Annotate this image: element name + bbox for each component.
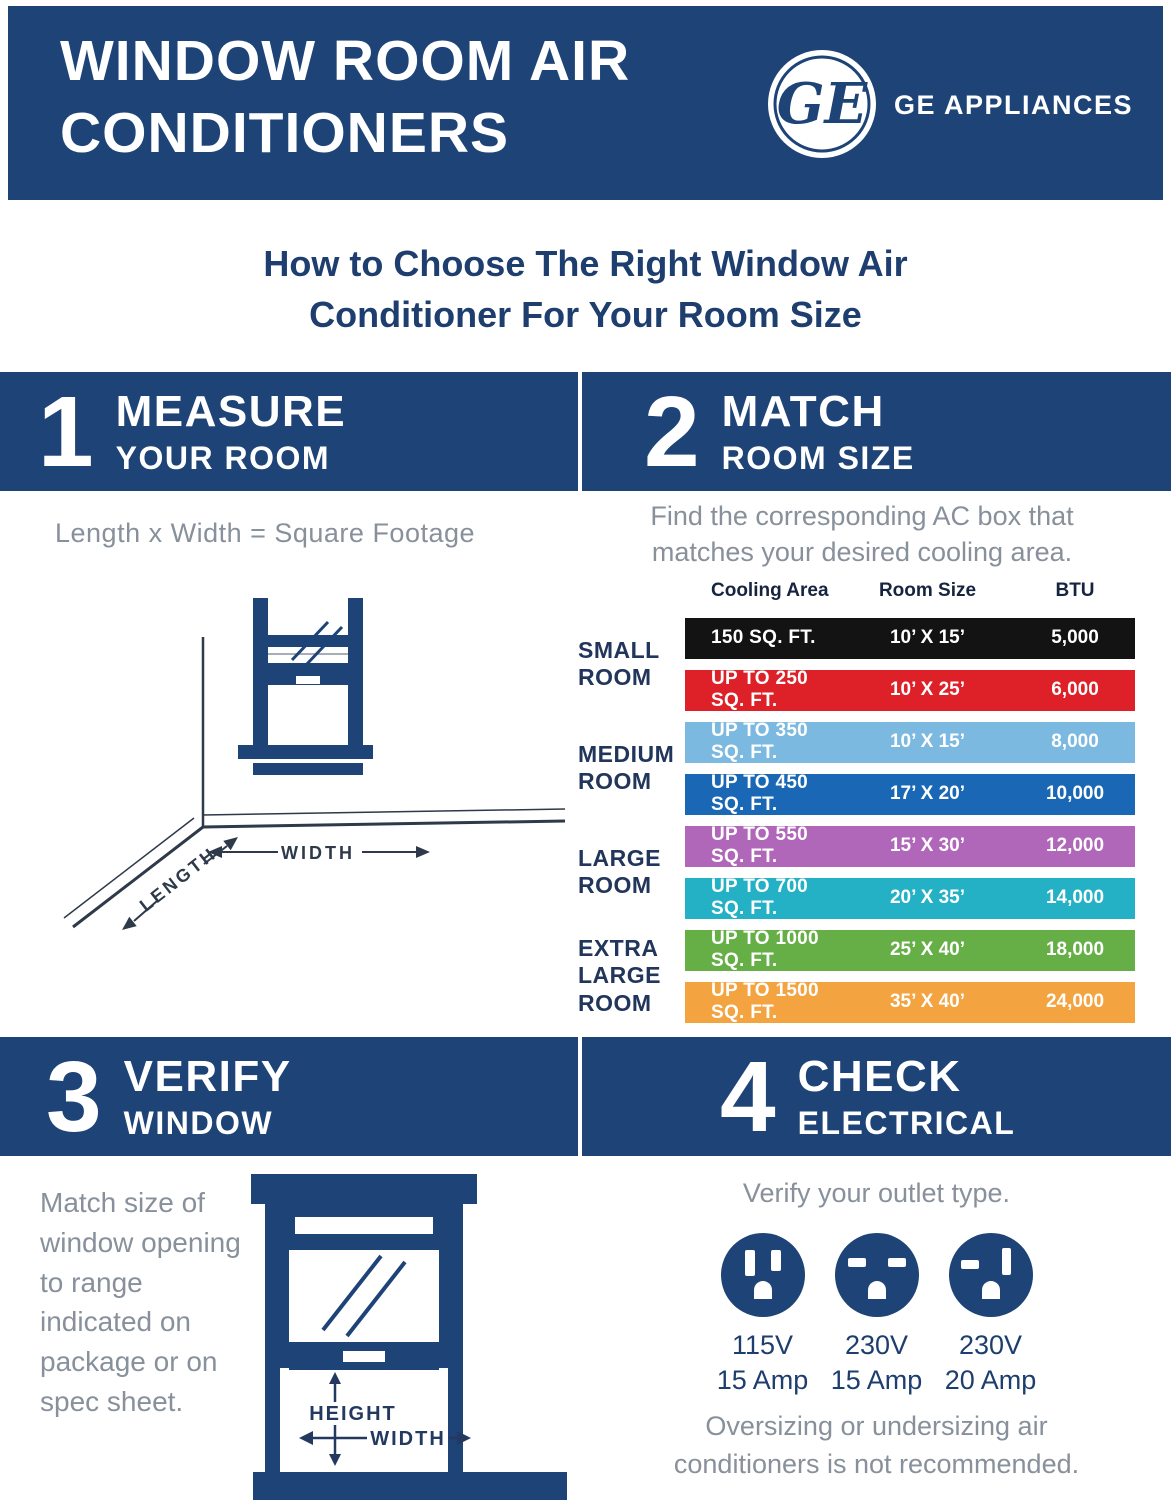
cell-cooling-area: UP TO 1500 SQ. FT. (711, 980, 819, 1023)
table-row (685, 722, 1135, 763)
height-label: HEIGHT (309, 1403, 397, 1425)
cell-cooling-area: UP TO 450 SQ. FT. (711, 772, 809, 815)
cell-room-size: 20’ X 35’ (889, 887, 965, 908)
cell-btu: 5,000 (1051, 627, 1099, 648)
step1-number: 1 (38, 375, 94, 488)
step1-titles (115, 386, 347, 476)
outlet-amps: 15 Amp (830, 1365, 923, 1396)
cell-btu: 8,000 (1051, 731, 1099, 752)
page-title (60, 26, 630, 170)
window-width-label: WIDTH (370, 1428, 446, 1450)
table-row (685, 774, 1135, 815)
outlet-5-15-icon (720, 1232, 806, 1318)
cell-cooling-area: UP TO 250 SQ. FT. (711, 668, 809, 711)
step3-titles (123, 1051, 292, 1141)
cell-btu: 10,000 (1045, 783, 1105, 804)
verify-description-line: to range (40, 1266, 143, 1298)
match-description-line1: Find the corresponding AC box that (650, 501, 1074, 531)
length-label: LENGTH (135, 843, 221, 916)
column-header-cooling-area: Cooling Area (711, 580, 829, 601)
cell-cooling-area: UP TO 550 SQ. FT. (711, 824, 809, 867)
page-title-line1: WINDOW ROOM AIR (60, 29, 631, 93)
step1-title: MEASURE (115, 386, 347, 436)
intro-line2: Conditioner For Your Room Size (309, 294, 862, 336)
outlet-amps: 15 Amp (716, 1365, 809, 1396)
outlet-230v-20amp (935, 1232, 1047, 1398)
cell-btu: 14,000 (1045, 887, 1105, 908)
outlet-voltage: 115V (731, 1330, 794, 1360)
step1-banner (0, 372, 578, 491)
step4-title: CHECK (797, 1051, 962, 1101)
outlet-amps: 20 Amp (944, 1365, 1037, 1396)
group-label-line: LARGE (578, 962, 661, 989)
window-opening-diagram (245, 1162, 575, 1500)
group-label-line: ROOM (578, 768, 652, 794)
group-label-medium-room (578, 716, 685, 820)
outlet-230v-15amp (821, 1232, 933, 1398)
intro-line1: How to Choose The Right Window Air (263, 243, 908, 284)
step4-banner (582, 1037, 1171, 1156)
outlet-6-20-icon (948, 1232, 1034, 1318)
btu-table (578, 580, 1135, 1028)
table-row (685, 826, 1135, 867)
step4-number: 4 (720, 1040, 776, 1153)
square-footage-formula: Length x Width = Square Footage (55, 518, 476, 548)
btu-table-header (578, 580, 1135, 612)
step3-banner (0, 1037, 578, 1156)
group-label-line: SMALL (578, 636, 660, 663)
outlet-label (717, 1328, 809, 1398)
btu-table-body (578, 612, 1135, 1028)
group-label-large-room (578, 820, 685, 924)
cell-cooling-area: UP TO 700 SQ. FT. (711, 876, 809, 919)
group-label-extra-large-room (578, 924, 685, 1028)
cell-room-size: 17’ X 20’ (889, 783, 965, 804)
cell-cooling-area: 150 SQ. FT. (711, 627, 816, 648)
step2-titles (721, 386, 915, 476)
step2-banner (582, 372, 1171, 491)
ge-monogram: GE (776, 71, 868, 137)
verify-description-line: Match size of (40, 1187, 205, 1218)
intro-headline (0, 238, 1171, 340)
group-label-line: LARGE (578, 844, 661, 871)
table-row (685, 930, 1135, 971)
table-row (685, 982, 1135, 1023)
outlet-115v-15amp (707, 1232, 819, 1398)
verify-description-line: indicated on (40, 1306, 192, 1338)
step1-subtitle: YOUR ROOM (115, 439, 331, 476)
page-title-line2: CONDITIONERS (60, 100, 510, 165)
cell-room-size: 25’ X 40’ (889, 939, 965, 960)
brand-name: GE APPLIANCES (894, 90, 1134, 120)
outlet-6-15-icon (834, 1232, 920, 1318)
cell-btu: 18,000 (1045, 939, 1105, 960)
step2-number: 2 (644, 375, 700, 488)
cell-btu: 24,000 (1045, 991, 1105, 1012)
header-banner (8, 6, 1163, 200)
step4-titles (797, 1051, 1016, 1141)
room-measure-diagram (30, 575, 570, 1020)
sizing-note-line1: Oversizing or undersizing air (705, 1411, 1048, 1441)
table-row (685, 670, 1135, 711)
sizing-note-line2: conditioners is not recommended. (673, 1448, 1080, 1479)
step3-subtitle: WINDOW (123, 1104, 274, 1141)
verify-description-line: window opening (40, 1226, 241, 1258)
step3-number: 3 (46, 1040, 102, 1153)
outlet-list (582, 1232, 1171, 1398)
column-header-room-size: Room Size (878, 580, 977, 601)
cell-btu: 6,000 (1051, 679, 1099, 700)
verify-description-line: package or on (40, 1346, 218, 1377)
outlet-voltage: 230V (958, 1330, 1023, 1360)
window-illustration (251, 1174, 567, 1500)
cell-btu: 12,000 (1045, 835, 1105, 856)
group-label-line: ROOM (578, 664, 652, 690)
match-description-line2: matches your desired cooling area. (651, 537, 1073, 568)
sizing-note (582, 1408, 1171, 1484)
step3-title: VERIFY (123, 1051, 292, 1101)
verify-description-line: spec sheet. (40, 1385, 184, 1417)
outlet-description: Verify your outlet type. (742, 1178, 1011, 1208)
outlet-label (945, 1328, 1037, 1398)
cell-cooling-area: UP TO 350 SQ. FT. (711, 720, 809, 763)
step4-subtitle: ELECTRICAL (797, 1104, 1016, 1141)
table-row (685, 878, 1135, 919)
table-row (685, 618, 1135, 659)
width-label: WIDTH (281, 843, 355, 863)
cell-room-size: 15’ X 30’ (889, 835, 965, 856)
step2-title: MATCH (721, 386, 885, 436)
ge-logo-icon (766, 48, 878, 160)
window-ac-illustration (238, 598, 373, 775)
cell-room-size: 10’ X 15’ (889, 731, 965, 752)
verify-description (40, 1183, 241, 1422)
match-description (582, 498, 1142, 571)
cell-room-size: 10’ X 15’ (889, 627, 965, 648)
cell-room-size: 35’ X 40’ (889, 991, 965, 1012)
group-label-small-room (578, 612, 685, 716)
group-label-line: ROOM (578, 989, 652, 1016)
group-label-line: MEDIUM (578, 740, 675, 767)
outlet-voltage: 230V (844, 1330, 909, 1360)
cell-room-size: 10’ X 25’ (889, 679, 965, 700)
group-label-line: EXTRA (578, 935, 659, 962)
outlet-label (831, 1328, 923, 1398)
step2-subtitle: ROOM SIZE (721, 439, 915, 476)
column-header-btu: BTU (1055, 580, 1095, 601)
group-label-line: ROOM (578, 872, 652, 898)
cell-cooling-area: UP TO 1000 SQ. FT. (711, 928, 819, 971)
